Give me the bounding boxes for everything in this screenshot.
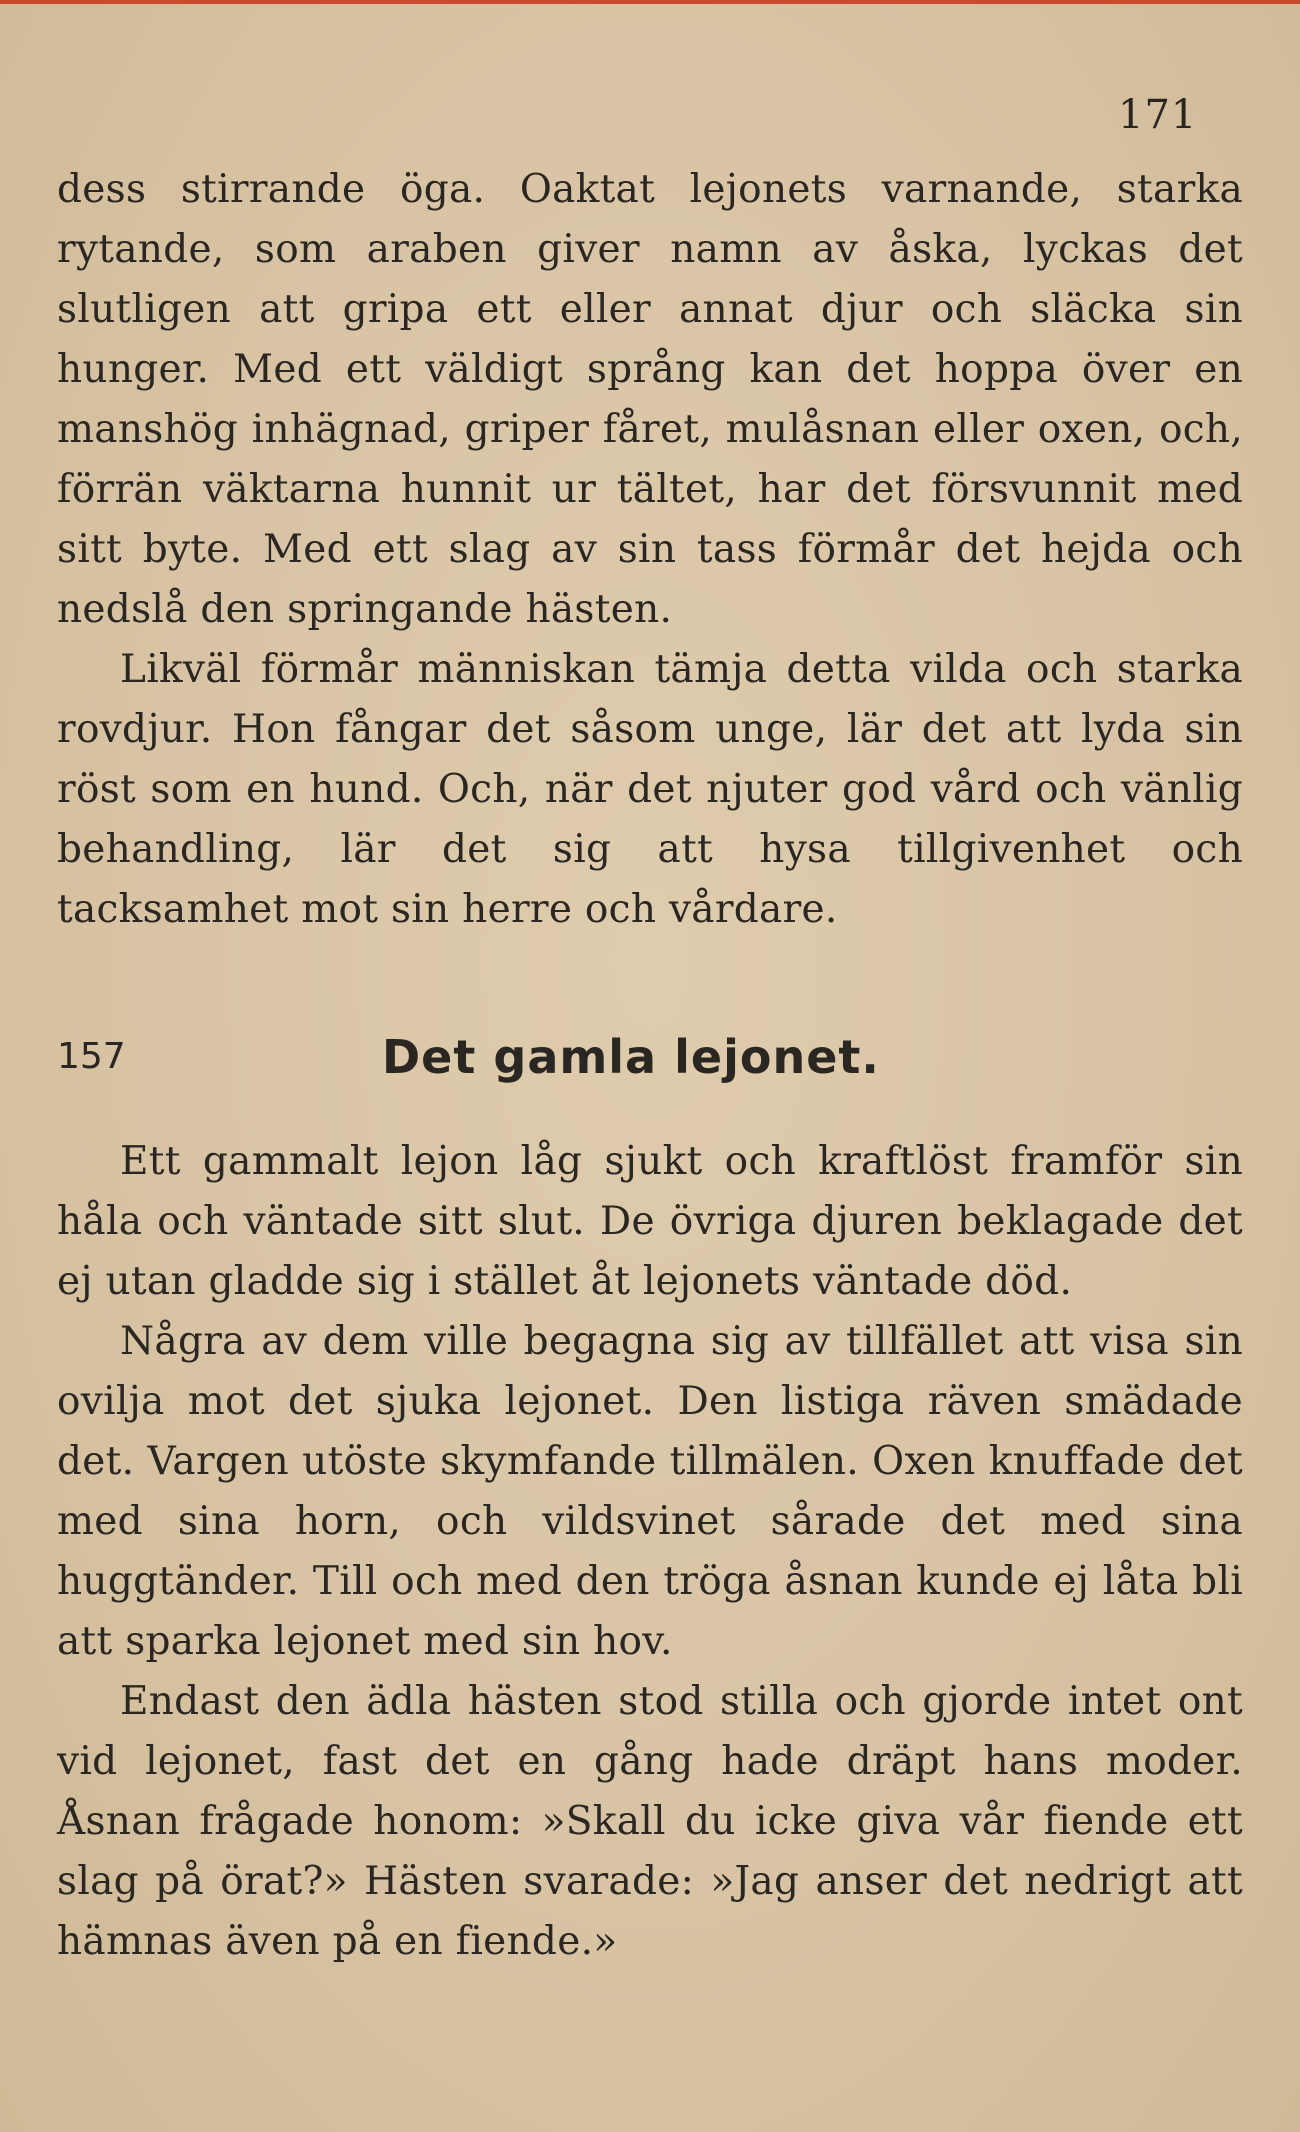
section-number: 157 [57,1036,126,1077]
intro-paragraph-2: Likväl förmår människan tämja detta vilda och starka rovdjur. Hon fångar det såsom unge, lär det att lyda sin röst som en hund. Och, när det njuter god vård och vänlig behandling, lär det sig att hysa tillgivenhet och tacksamhet mot sin herre och vårdare. [57,647,1243,932]
section-heading [57,1030,1243,1094]
section-paragraph-3: Endast den ädla hästen stod stilla och gjorde intet ont vid lejonet, fast det en gång hade dräpt hans moder. Åsnan frågade honom: »Skall du icke giva vår fiende ett slag på örat?» Hästen svarade: »Jag anser det nedrigt att hämnas även på en fiende.» [57,1679,1243,1964]
section-paragraph-1: Ett gammalt lejon låg sjukt och kraftlöst framför sin håla och väntade sitt slut. De övriga djuren beklagade det ej utan gladde sig i stället åt lejonets väntade död. [57,1139,1243,1304]
intro-text [57,160,1243,940]
section-title: Det gamla lejonet. [382,1030,880,1084]
page-top-edge [0,0,1300,4]
page-number: 171 [1118,92,1198,138]
section-text [57,1132,1243,1972]
section-paragraph-2: Några av dem ville begagna sig av tillfället att visa sin ovilja mot det sjuka lejonet. Den listiga räven smädade det. Vargen utöste skymfande tillmälen. Oxen knuffade det med sina horn, och vildsvinet sårade det med sina huggtänder. Till och med den tröga åsnan kunde ej låta bli att sparka lejonet med sin hov. [57,1319,1243,1664]
intro-paragraph-1: dess stirrande öga. Oaktat lejonets varnande, starka rytande, som araben giver namn av åska, lyckas det slutligen att gripa ett eller annat djur och släcka sin hunger. Med ett väldigt språng kan det hoppa över en manshög inhägnad, griper fåret, mulåsnan eller oxen, och, förrän väktarna hunnit ur tältet, har det försvunnit med sitt byte. Med ett slag av sin tass förmår det hejda och nedslå den springande hästen. [57,167,1243,632]
